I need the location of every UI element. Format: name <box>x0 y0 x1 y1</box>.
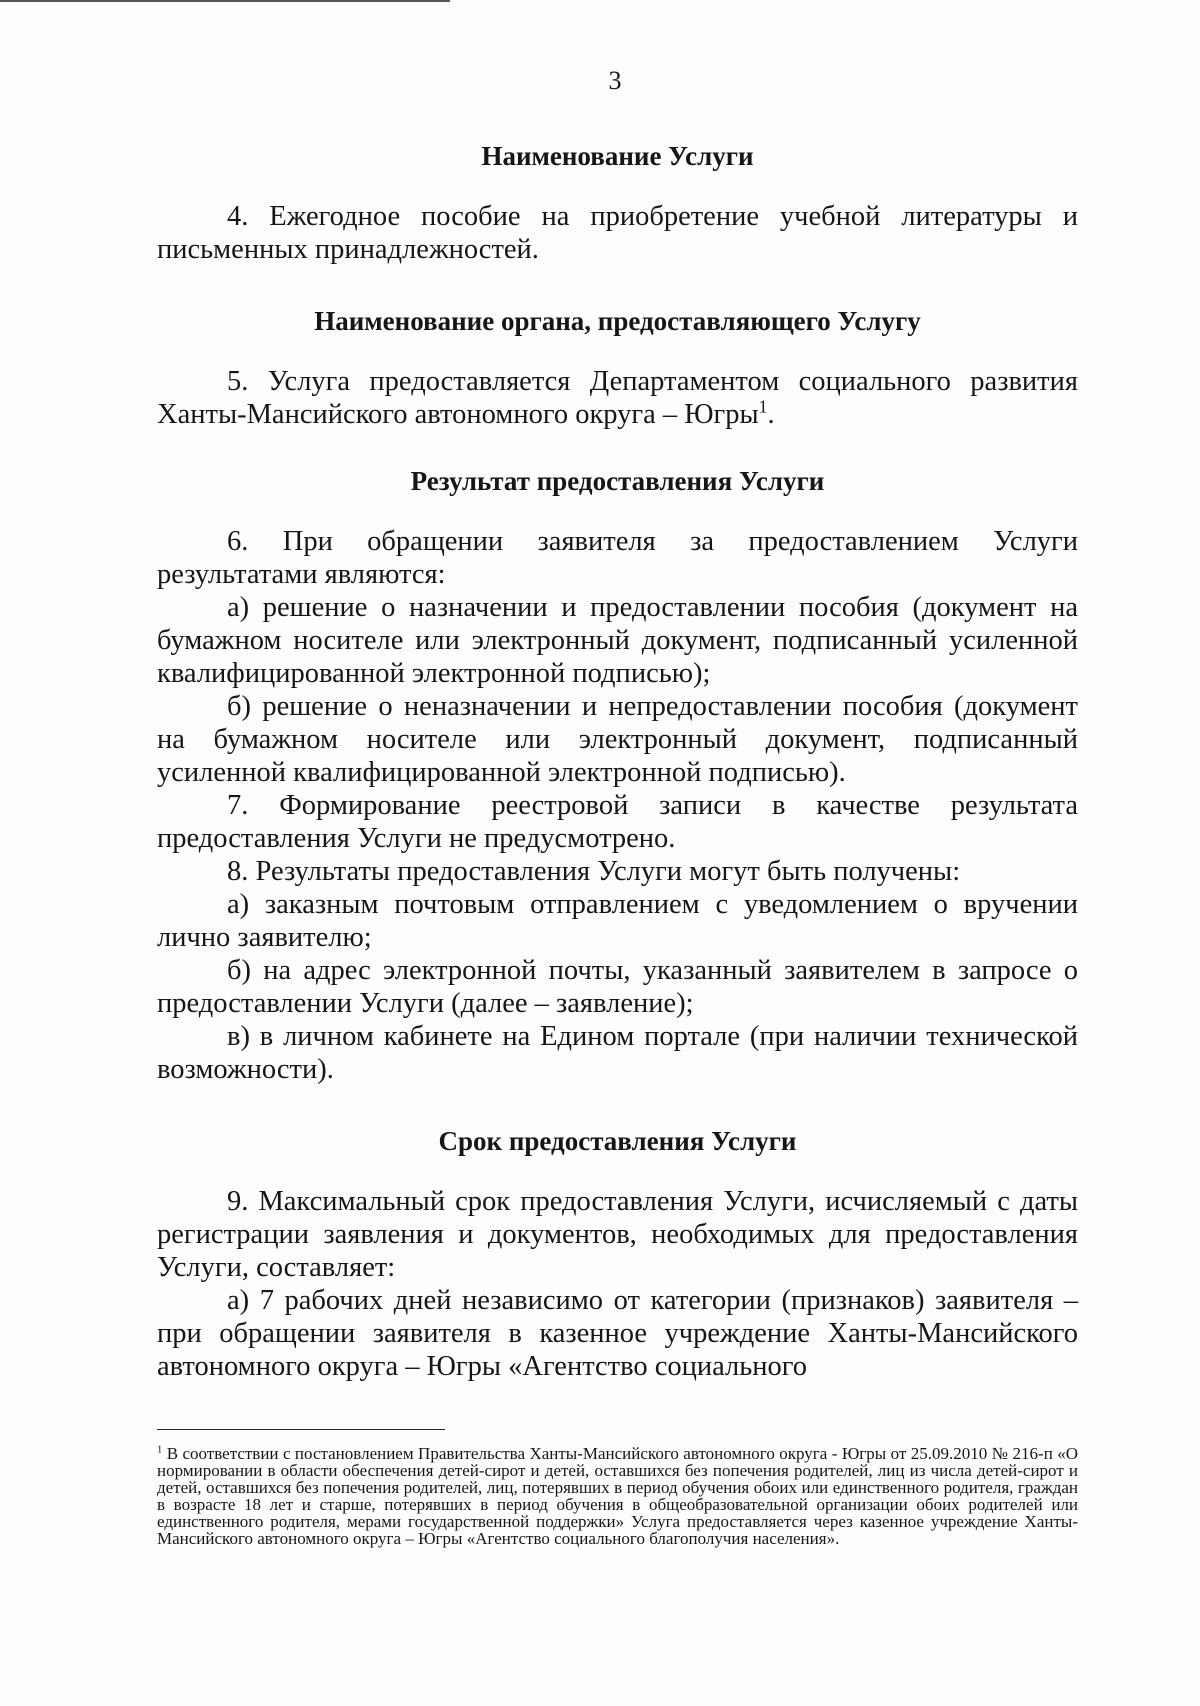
paragraph-5 <box>157 365 1078 431</box>
paragraph-9: 9. Максимальный срок предоставления Услуги, исчисляемый с даты регистрации заявления и документов, необходимых для предоставления Услуги, составляет: <box>157 1186 1078 1283</box>
footnote-reference: 1 <box>758 396 768 417</box>
paragraph-6: 6. При обращении заявителя за предоставлением Услуги результатами являются: <box>157 526 1078 590</box>
footnote-mark: 1 <box>157 1444 163 1456</box>
paragraph-8c: в) в личном кабинете на Едином портале (при наличии технической возможности). <box>157 1021 1078 1085</box>
paragraph-9a: а) 7 рабочих дней независимо от категории (признаков) заявителя – при обращении заявителя в казенное учреждение Ханты-Мансийского автономного округа – Югры «Агентство социального <box>157 1285 1078 1382</box>
section-heading-result: Результат предоставления Услуги <box>410 466 825 496</box>
paragraph-5-end: . <box>767 399 775 430</box>
paragraph-5-text: 5. Услуга предоставляется Департаментом социального развития Ханты-Мансийского автономного округа – Югры <box>157 366 1078 430</box>
section-heading-providing-body: Наименование органа, предоставляющего Услугу <box>314 306 921 336</box>
page-number: 3 <box>608 66 622 95</box>
footnote-text: В соответствии с постановлением Правительства Ханты-Мансийского автономного округа - Югры от 25.09.2010 № 216-п «О нормировании в области обеспечения детей-сирот и детей, оставшихся без попечения родителей, лиц из числа детей-сирот и детей, оставшихся без попечения родителей, лиц, потерявших в период обучения обоих или единственного родителя, граждан в возрасте 18 лет и старше, потерявших в период обучения в общеобразовательной организации обоих родителей или единственного родителя, мерами государственной поддержки» Услуга предоставляется через казенное учреждение Ханты-Мансийского автономного округа – Югры «Агентство социального благополучия населения». <box>157 1444 1078 1548</box>
section-heading-term: Срок предоставления Услуги <box>438 1126 797 1156</box>
paragraph-6b: б) решение о неназначении и непредоставлении пособия (документ на бумажном носителе или электронный документ, подписанный усиленной квалифицированной электронной подписью). <box>157 691 1078 788</box>
paragraph-4: 4. Ежегодное пособие на приобретение учебной литературы и письменных принадлежностей. <box>157 201 1078 265</box>
paragraph-8: 8. Результаты предоставления Услуги могут быть получены: <box>227 856 961 887</box>
footnote-separator <box>157 1429 445 1430</box>
paragraph-8a: а) заказным почтовым отправлением с уведомлением о вручении лично заявителю; <box>157 889 1078 953</box>
paragraph-8b: б) на адрес электронной почты, указанный заявителем в запросе о предоставлении Услуги (далее – заявление); <box>157 955 1078 1019</box>
footnote <box>157 1445 1078 1547</box>
document-body <box>157 140 1078 1383</box>
scan-edge-line <box>0 0 450 2</box>
paragraph-6a: а) решение о назначении и предоставлении пособия (документ на бумажном носителе или электронный документ, подписанный усиленной квалифицированной электронной подписью); <box>157 592 1078 689</box>
section-heading-service-name: Наименование Услуги <box>481 141 754 171</box>
paragraph-7: 7. Формирование реестровой записи в качестве результата предоставления Услуги не предусмотрено. <box>157 790 1078 854</box>
